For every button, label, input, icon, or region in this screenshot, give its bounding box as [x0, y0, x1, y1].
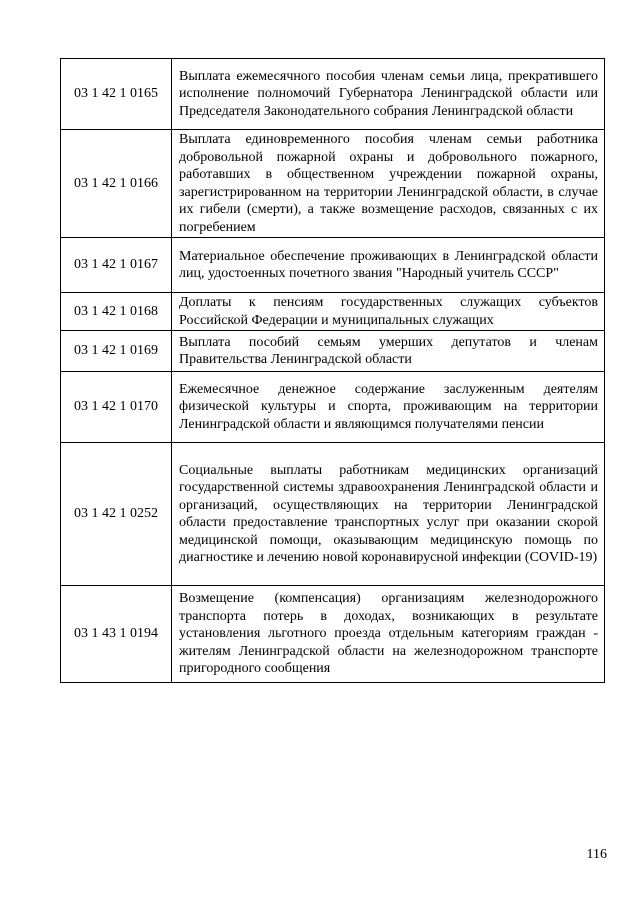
budget-code-cell: 03 1 42 1 0166	[61, 130, 172, 238]
description-cell: Ежемесячное денежное содержание заслуженным деятелям физической культуры и спорта, проживающим на территории Ленинградской области и являющимся получателями пенсии	[172, 372, 605, 443]
budget-code-cell: 03 1 42 1 0252	[61, 443, 172, 586]
description-cell: Социальные выплаты работникам медицинских организаций государственной системы здравоохранения Ленинградской области и организаций, осуществляющих на территории Ленинградской области предоставление транспортных услуг при оказании скорой медицинской помощи, оказывающим медицинскую помощь по диагностике и лечению новой коронавирусной инфекции (COVID-19)	[172, 443, 605, 586]
description-cell: Возмещение (компенсация) организациям железнодорожного транспорта потерь в доходах, возникающих в результате установления льготного проезда отдельным категориям граждан - жителям Ленинградской области на железнодорожном транспорте пригородного сообщения	[172, 586, 605, 683]
budget-code-cell: 03 1 42 1 0170	[61, 372, 172, 443]
table-row	[61, 331, 605, 372]
table-row	[61, 443, 605, 586]
budget-code-cell: 03 1 42 1 0169	[61, 331, 172, 372]
table-row	[61, 372, 605, 443]
table-row	[61, 586, 605, 683]
budget-code-cell: 03 1 42 1 0168	[61, 293, 172, 331]
page-number: 116	[586, 847, 607, 862]
description-cell: Материальное обеспечение проживающих в Ленинградской области лиц, удостоенных почетного звания "Народный учитель СССР"	[172, 238, 605, 293]
description-cell: Выплата ежемесячного пособия членам семьи лица, прекратившего исполнение полномочий Губернатора Ленинградской области или Председателя Законодательного собрания Ленинградской области	[172, 59, 605, 130]
table-row	[61, 130, 605, 238]
table-row	[61, 59, 605, 130]
description-cell: Выплата единовременного пособия членам семьи работника добровольной пожарной охраны и добровольного пожарного, работавших в общественном учреждении пожарной охраны, зарегистрированном на территории Ленинградской области, в случае их гибели (смерти), а также возмещение расходов, связанных с их погребением	[172, 130, 605, 238]
budget-code-cell: 03 1 42 1 0165	[61, 59, 172, 130]
budget-code-cell: 03 1 42 1 0167	[61, 238, 172, 293]
description-cell: Выплата пособий семьям умерших депутатов и членам Правительства Ленинградской области	[172, 331, 605, 372]
table-row	[61, 293, 605, 331]
budget-code-cell: 03 1 43 1 0194	[61, 586, 172, 683]
table-row	[61, 238, 605, 293]
budget-code-table	[60, 58, 605, 683]
description-cell: Доплаты к пенсиям государственных служащих субъектов Российской Федерации и муниципальных служащих	[172, 293, 605, 331]
